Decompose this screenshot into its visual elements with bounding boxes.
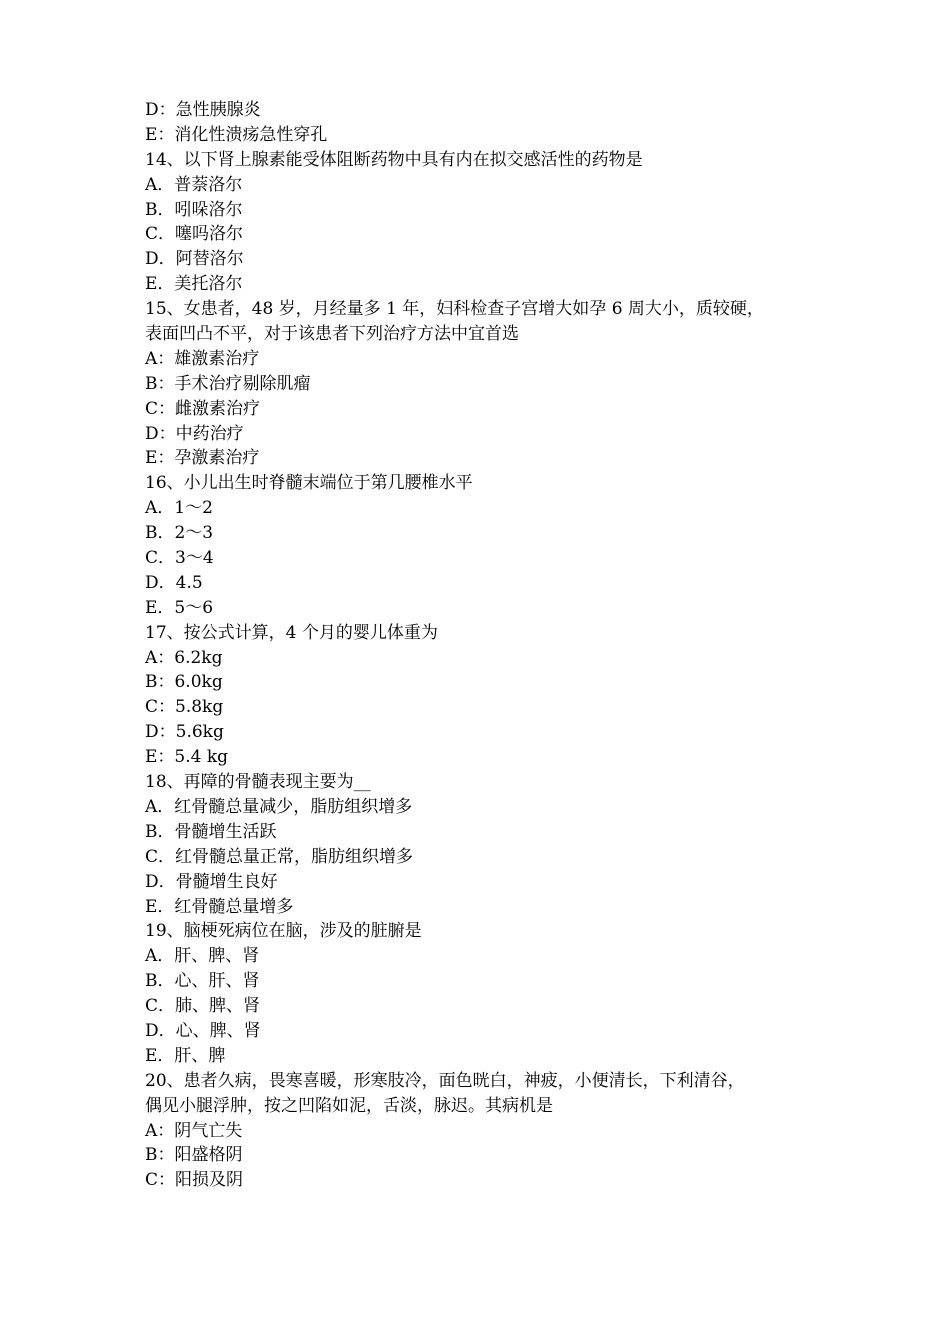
answer-option: C：雌激素治疗 [145, 398, 261, 419]
answer-option: B．心、肝、肾 [145, 971, 260, 992]
answer-option: A．普萘洛尔 [145, 174, 243, 195]
answer-option: E：消化性溃疡急性穿孔 [145, 124, 328, 145]
answer-option: D．心、脾、肾 [145, 1020, 261, 1041]
answer-option: D．4.5 [145, 572, 203, 593]
answer-option: A：6.2kg [145, 647, 223, 668]
question-stem: 19、脑梗死病位在脑，涉及的脏腑是 [145, 921, 422, 942]
question-stem: 20、患者久病，畏寒喜暖，形寒肢冷，面色晄白，神疲，小便清长，下利清谷， [145, 1070, 745, 1091]
answer-option: D：5.6kg [145, 722, 224, 743]
answer-option: D：中药治疗 [145, 423, 244, 444]
question-stem: 14、以下肾上腺素能受体阻断药物中具有内在拟交感活性的药物是 [145, 149, 643, 170]
answer-option: A．红骨髓总量减少，脂肪组织增多 [145, 796, 413, 817]
answer-option: E：孕激素治疗 [145, 448, 260, 469]
answer-option: B．吲哚洛尔 [145, 199, 243, 220]
answer-option: C：阳损及阴 [145, 1170, 244, 1191]
answer-option: B：6.0kg [145, 672, 223, 693]
question-stem: 16、小儿出生时脊髓末端位于第几腰椎水平 [145, 473, 473, 494]
answer-option: C．肺、脾、肾 [145, 996, 261, 1017]
answer-option: A．肝、脾、肾 [145, 946, 260, 967]
answer-option: B．2～3 [145, 523, 214, 544]
question-stem: 17、按公式计算，4 个月的婴儿体重为 [145, 622, 438, 643]
answer-option: D：急性胰腺炎 [145, 100, 261, 120]
question-stem: 15、女患者，48 岁，月经量多 1 年，妇科检查子宫增大如孕 6 周大小，质较硬， [145, 299, 764, 320]
answer-option: E．美托洛尔 [145, 274, 243, 295]
answer-option: C：5.8kg [145, 697, 224, 718]
answer-option: E．5～6 [145, 597, 214, 618]
answer-option: C．红骨髓总量正常，脂肪组织增多 [145, 846, 414, 867]
answer-option: C．噻吗洛尔 [145, 224, 244, 245]
answer-option: A：雄激素治疗 [145, 348, 260, 369]
question-stem-continuation: 偶见小腿浮肿，按之凹陷如泥，舌淡，脉迟。其病机是 [145, 1095, 553, 1116]
answer-option: E：5.4 kg [145, 747, 229, 768]
question-stem-continuation: 表面凹凸不平，对于该患者下列治疗方法中宜首选 [145, 324, 519, 345]
answer-option: B：手术治疗剔除肌瘤 [145, 373, 311, 394]
answer-option: D．阿替洛尔 [145, 249, 244, 270]
answer-option: A：阴气亡失 [145, 1120, 243, 1141]
answer-option: D．骨髓增生良好 [145, 871, 278, 892]
question-stem: 18、再障的骨髓表现主要为__ [145, 772, 371, 793]
answer-option: E．红骨髓总量增多 [145, 896, 294, 917]
answer-option: E．肝、脾 [145, 1045, 226, 1066]
answer-option: A．1～2 [145, 498, 213, 519]
answer-option: B：阳盛格阴 [145, 1145, 243, 1166]
document-page [145, 98, 825, 1193]
answer-option: C．3～4 [145, 548, 214, 569]
answer-option: B．骨髓增生活跃 [145, 821, 277, 842]
